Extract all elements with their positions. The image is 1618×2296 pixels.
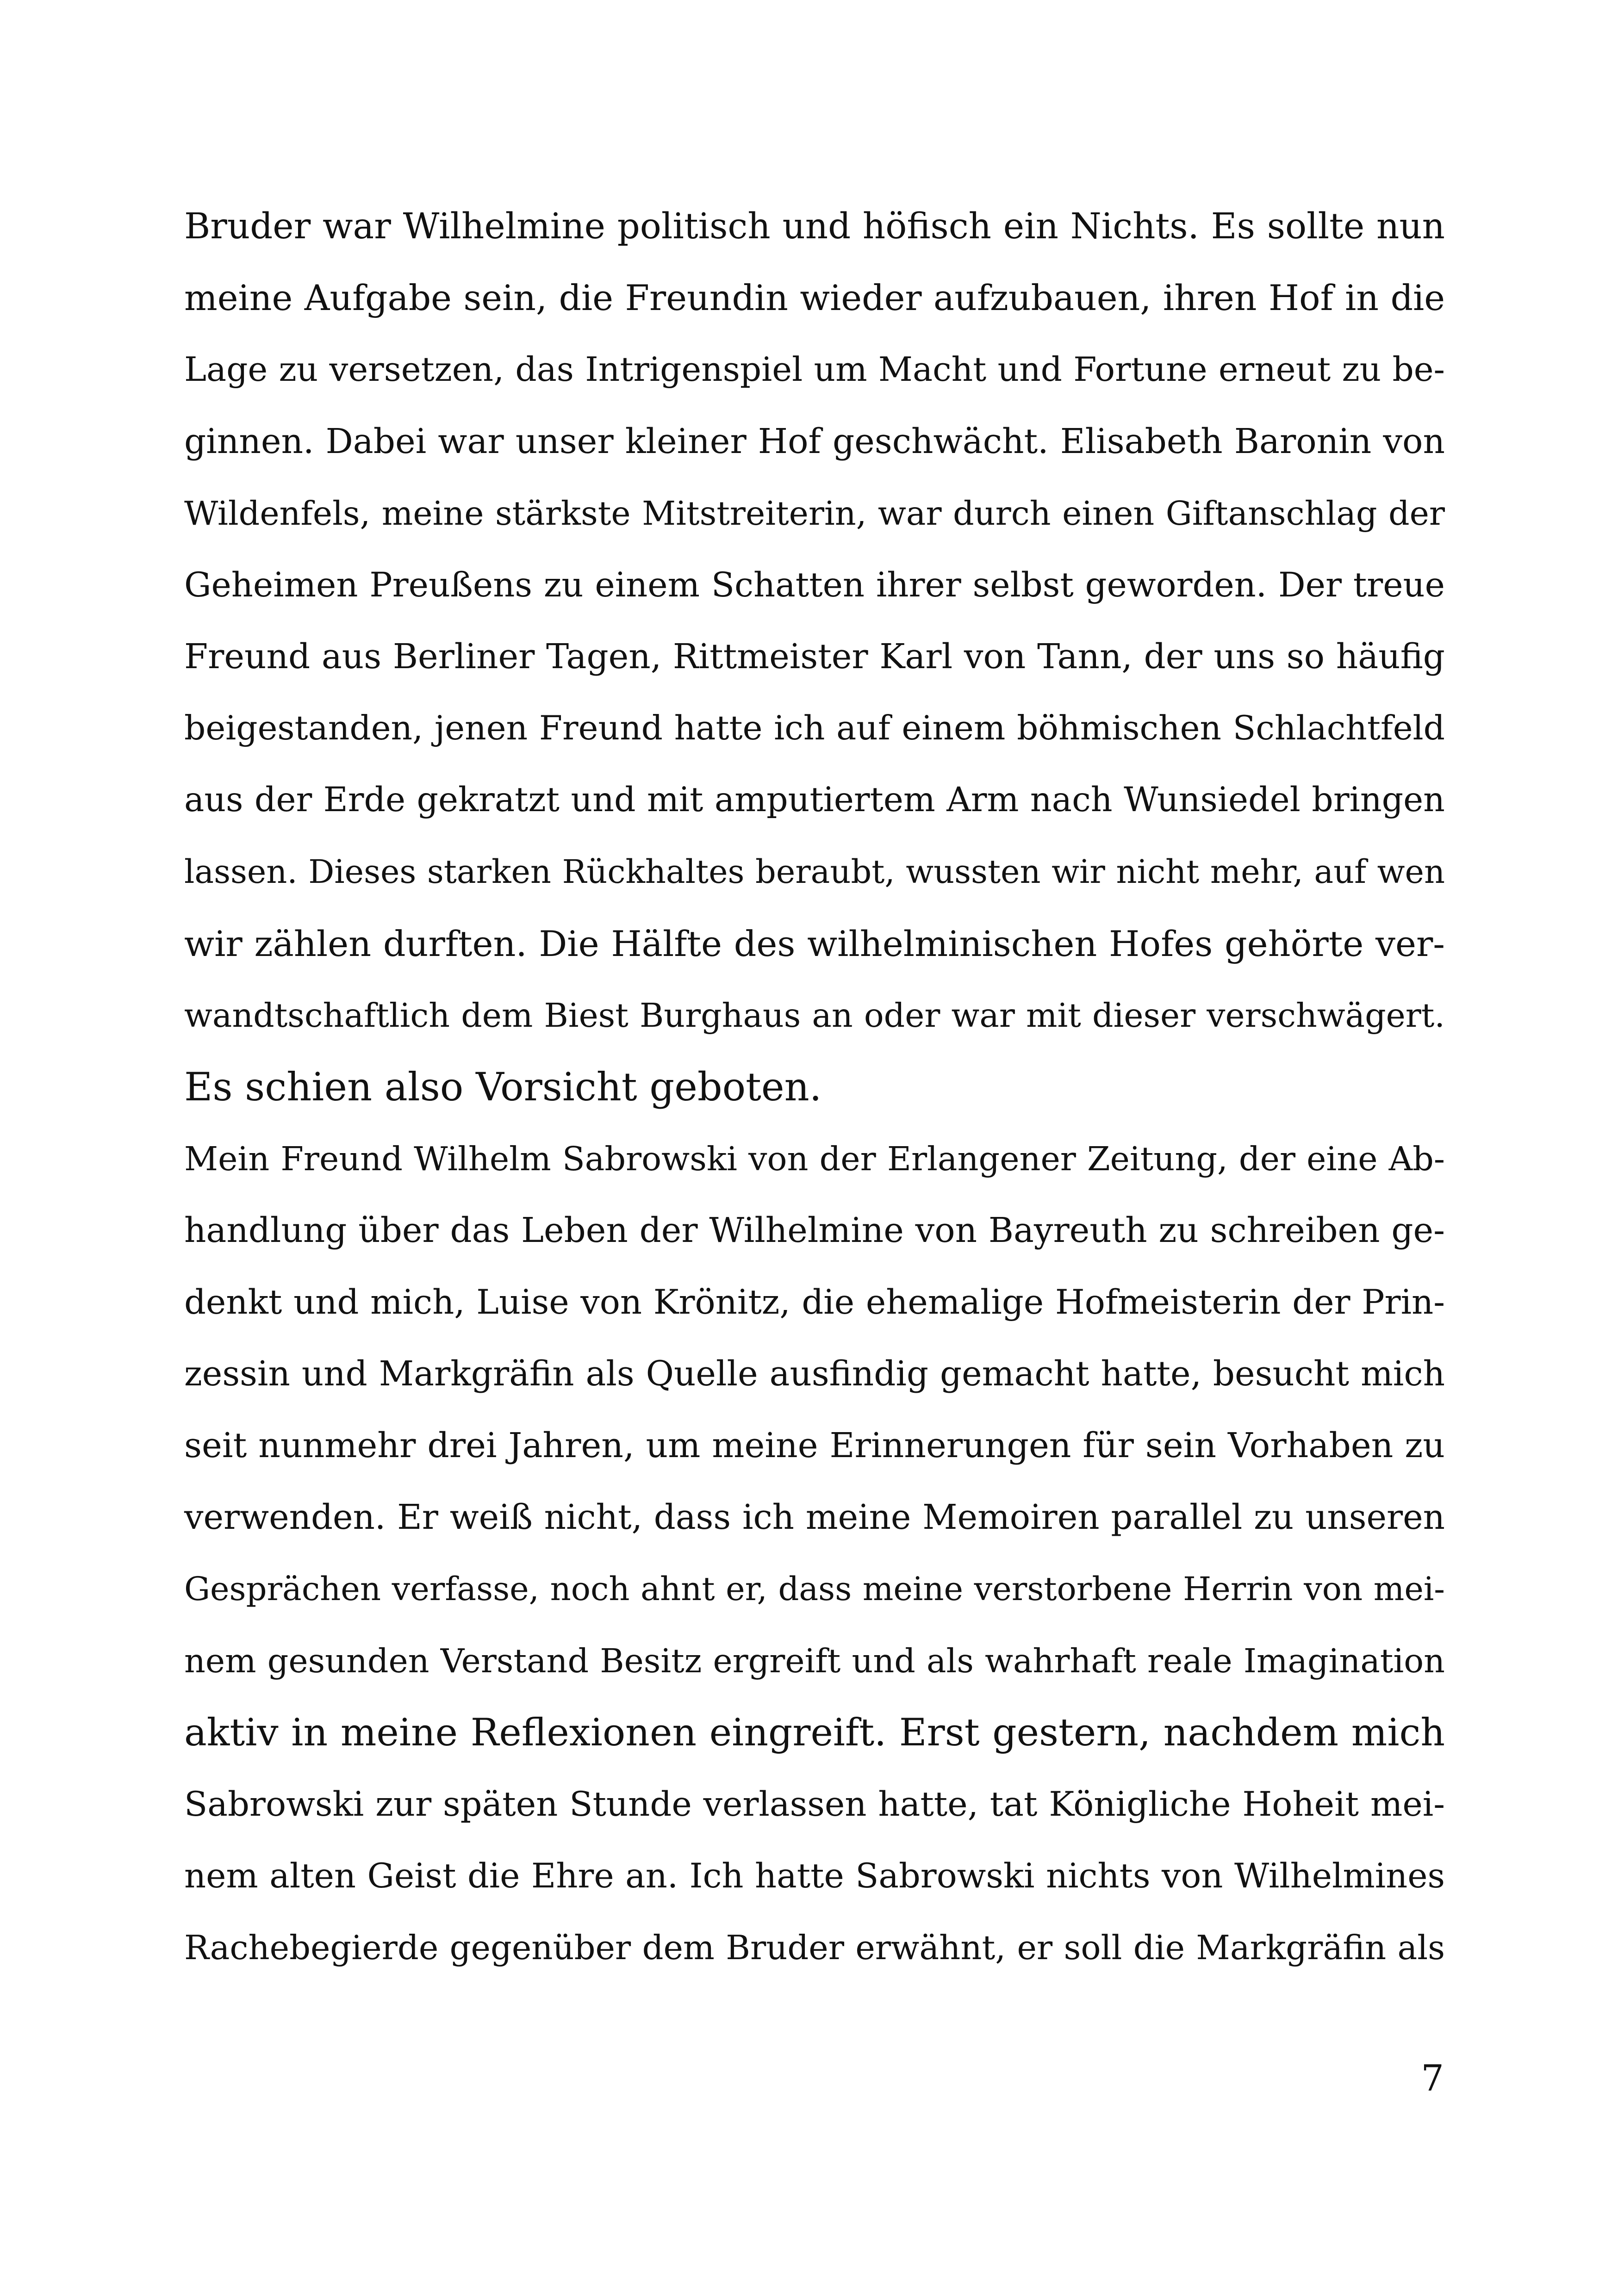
text-line: ginnen. Dabei war unser kleiner Hof geschwächt. Elisabeth Baronin von [184, 422, 1445, 461]
text-line: Geheimen Preußens zu einem Schatten ihrer selbst geworden. Der treue [184, 565, 1445, 605]
text-line: Rachebegierde gegenüber dem Bruder erwähnt, er soll die Markgräfin als [184, 1928, 1445, 1967]
text-line: Bruder war Wilhelmine politisch und höfisch ein Nichts. Es sollte nun [184, 206, 1445, 247]
page-number: 7 [1421, 2058, 1444, 2099]
text-line: meine Aufgabe sein, die Freundin wieder aufzubauen, ihren Hof in die [184, 278, 1445, 318]
text-line: Es schien also Vorsicht geboten. [184, 1064, 822, 1110]
text-line: lassen. Dieses starken Rückhaltes beraubt, wussten wir nicht mehr, auf wen [184, 853, 1445, 891]
text-line: Freund aus Berliner Tagen, Rittmeister Karl von Tann, der uns so häufig [184, 637, 1445, 676]
text-line: wandtschaftlich dem Biest Burghaus an oder war mit dieser verschwägert. [184, 996, 1445, 1035]
text-line: handlung über das Leben der Wilhelmine von Bayreuth zu schreiben ge- [184, 1211, 1445, 1250]
text-line: wir zählen durften. Die Hälfte des wilhelminischen Hofes gehörte ver- [184, 923, 1445, 964]
text-line: Mein Freund Wilhelm Sabrowski von der Erlangener Zeitung, der eine Ab- [184, 1140, 1445, 1178]
text-line: aus der Erde gekratzt und mit amputiertem Arm nach Wunsiedel bringen [184, 781, 1445, 819]
text-line: Lage zu versetzen, das Intrigenspiel um Macht und Fortune erneut zu be- [184, 350, 1445, 389]
text-line: zessin und Markgräfin als Quelle ausfindig gemacht hatte, besucht mich [184, 1354, 1445, 1394]
text-line: beigestanden, jenen Freund hatte ich auf einem böhmischen Schlachtfeld [184, 709, 1445, 748]
text-line: seit nunmehr drei Jahren, um meine Erinnerungen für sein Vorhaben zu [184, 1426, 1445, 1465]
text-line: denkt und mich, Luise von Krönitz, die ehemalige Hofmeisterin der Prin- [184, 1283, 1445, 1322]
text-line: Sabrowski zur späten Stunde verlassen hatte, tat Königliche Hoheit mei- [184, 1785, 1445, 1824]
text-line: Wildenfels, meine stärkste Mitstreiterin, war durch einen Giftanschlag der [184, 494, 1445, 533]
text-line: aktiv in meine Reflexionen eingreift. Erst gestern, nachdem mich [184, 1711, 1445, 1755]
text-line: nem gesunden Verstand Besitz ergreift und als wahrhaft reale Imagination [184, 1642, 1445, 1680]
text-line: verwenden. Er weiß nicht, dass ich meine Memoiren parallel zu unseren [184, 1498, 1445, 1537]
body-text [184, 191, 1445, 1984]
text-line: nem alten Geist die Ehre an. Ich hatte Sabrowski nichts von Wilhelmines [184, 1856, 1445, 1896]
text-line: Gesprächen verfasse, noch ahnt er, dass meine verstorbene Herrin von mei- [184, 1570, 1445, 1608]
